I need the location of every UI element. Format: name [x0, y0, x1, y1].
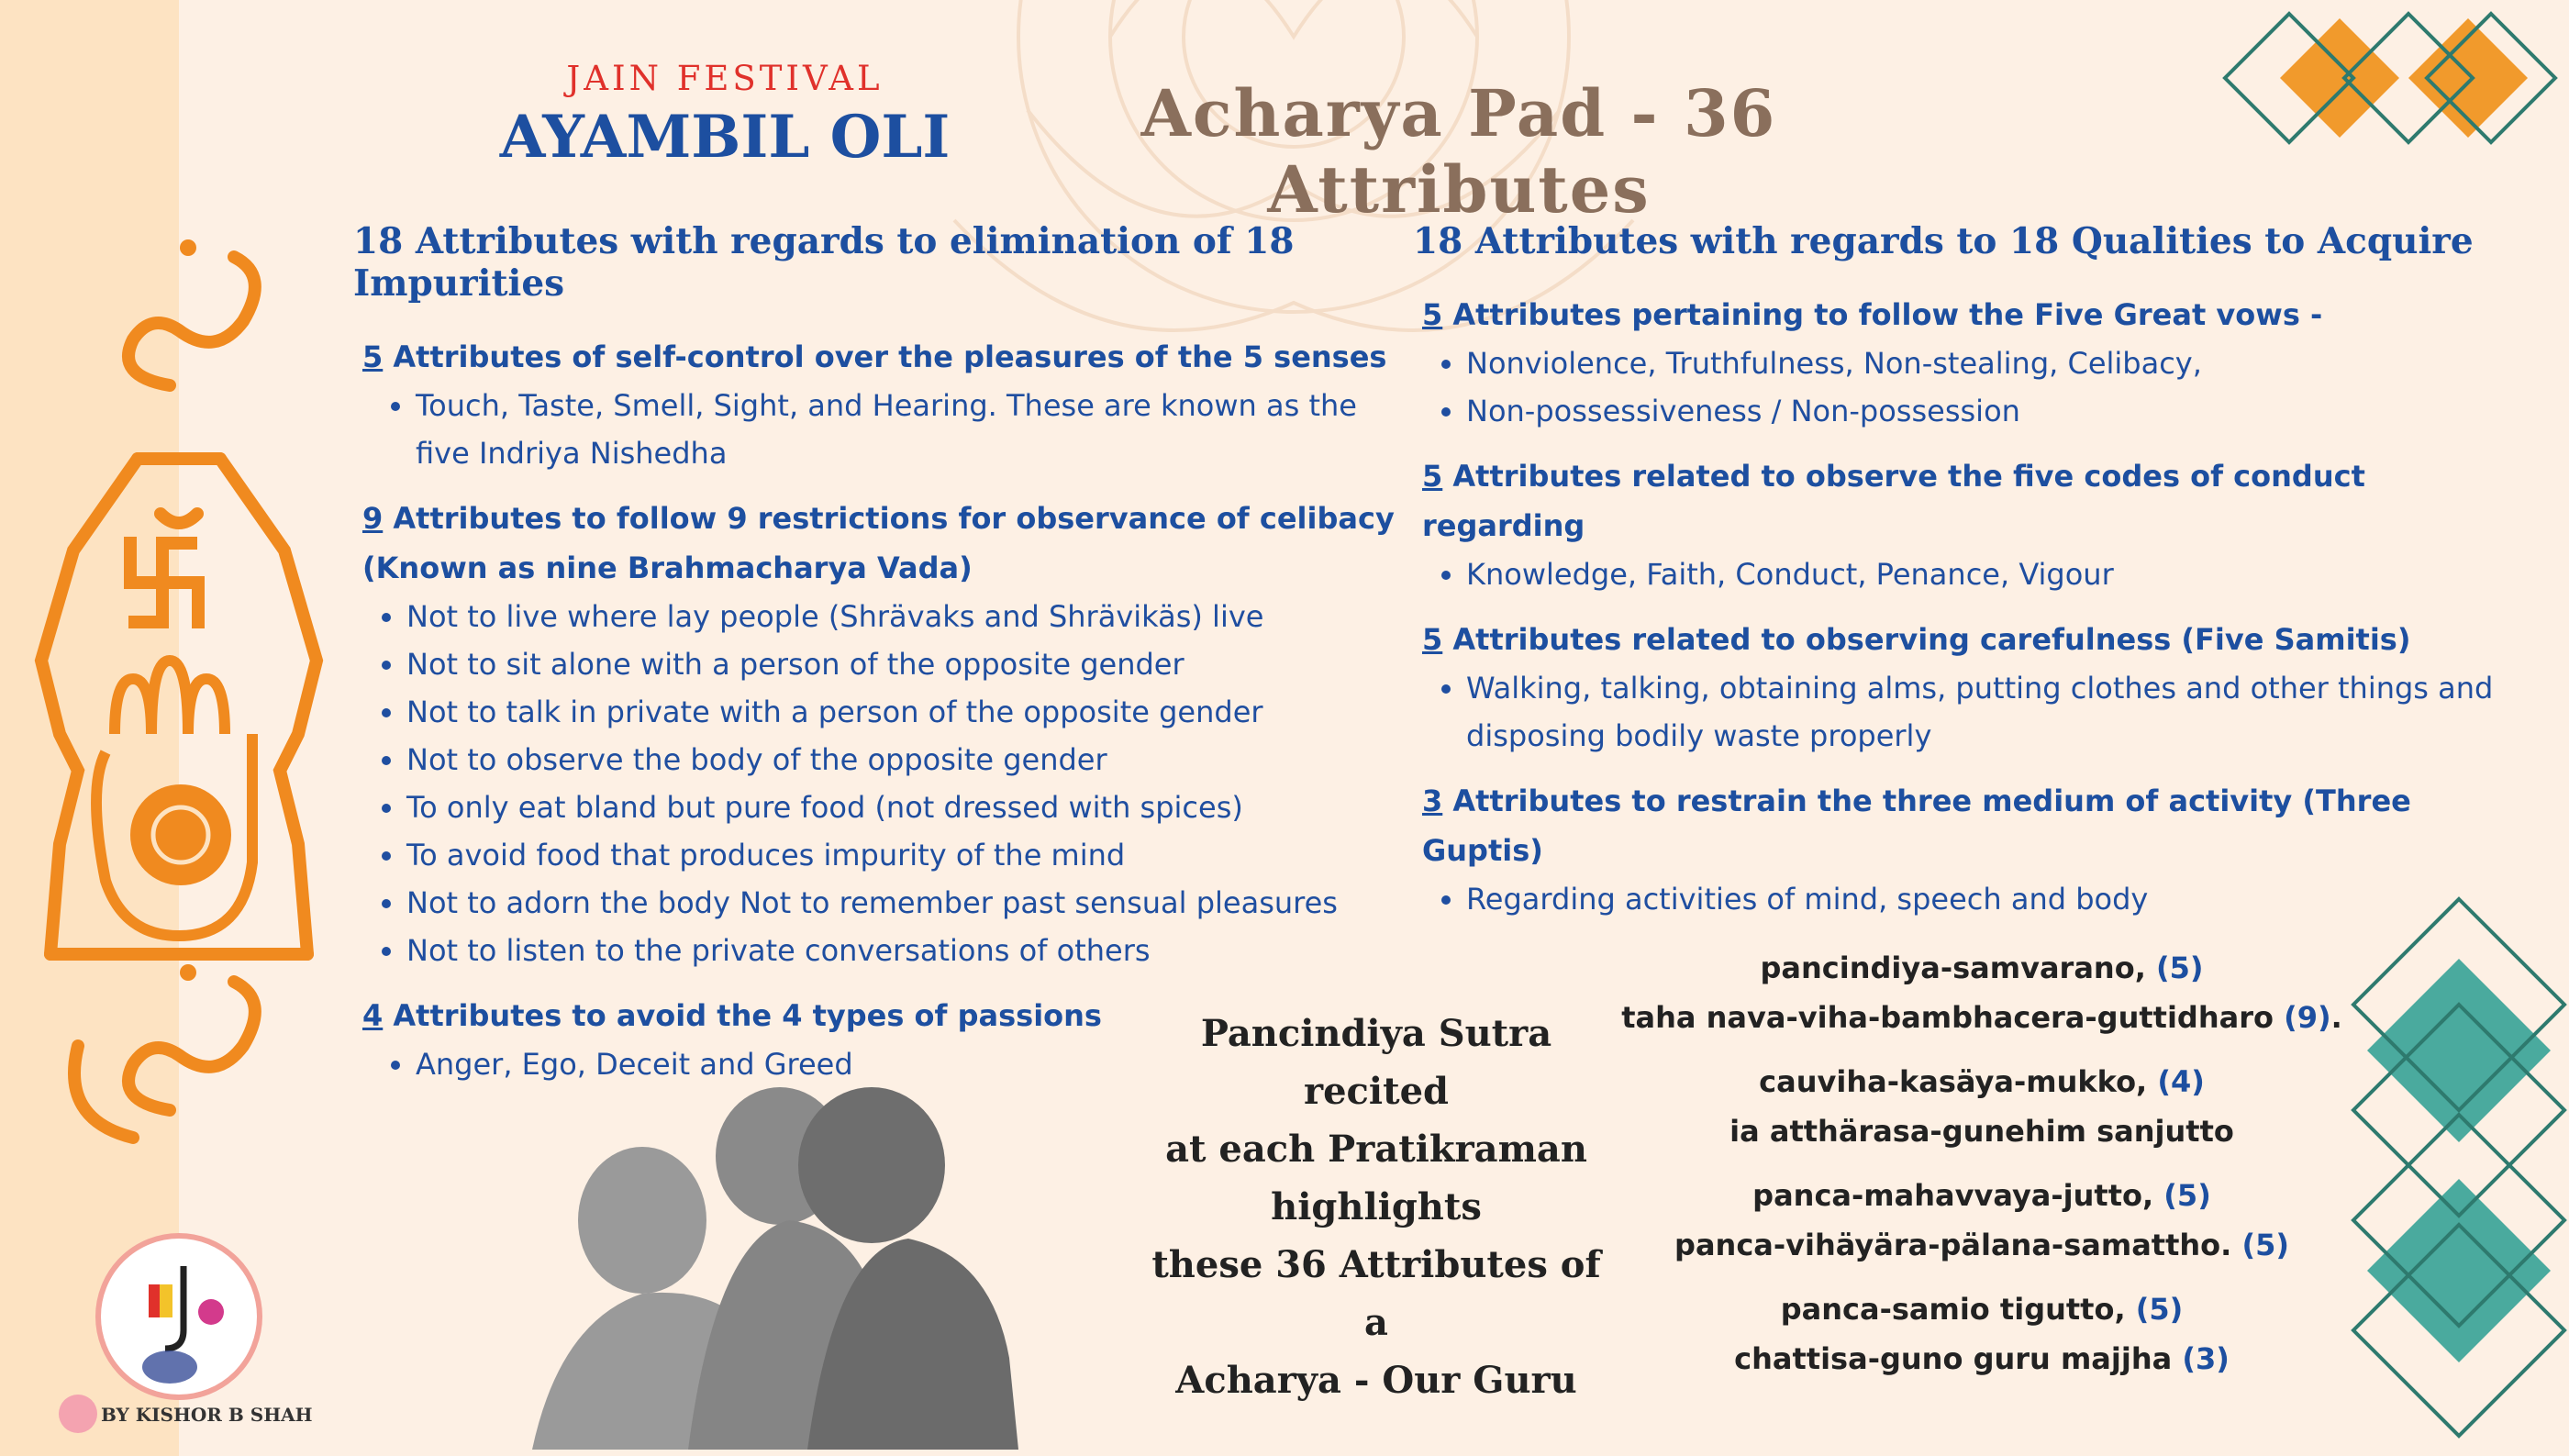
section-number: 3: [1422, 784, 1443, 818]
section-number: 5: [1422, 459, 1443, 494]
sutra-line: panca-mahavvaya-jutto, (5): [1752, 1178, 2211, 1213]
diamond-decoration-icon: [2220, 9, 2560, 156]
left-section-senses: [353, 332, 1408, 477]
list-item: • Regarding activities of mind, speech and body: [1466, 875, 2496, 923]
section-title: Attributes to restrain the three medium of activity (Three Guptis): [1422, 784, 2411, 868]
pancindiya-line: highlights: [1271, 1185, 1482, 1228]
sutra-line: panca-vihäyära-pälana-samattho. (5): [1674, 1228, 2289, 1262]
list-item: • To avoid food that produces impurity of the mind: [406, 831, 1408, 879]
left-column: [353, 220, 1408, 1088]
list-item: • Not to listen to the private conversations of others: [406, 927, 1408, 974]
list-item: • Nonviolence, Truthfulness, Non-stealing, Celibacy,: [1466, 339, 2496, 387]
pancindiya-line: Pancindiya Sutra recited: [1200, 1012, 1552, 1113]
sutra-line: cauviha-kasäya-mukko, (4): [1759, 1064, 2205, 1099]
praying-people-silhouette-icon: [477, 1083, 1028, 1450]
section-number: 5: [1422, 297, 1443, 332]
pancindiya-line: at each Pratikraman: [1165, 1128, 1587, 1171]
jain-emblem-icon: [23, 220, 335, 1174]
right-column-heading: 18 Attributes with regards to 18 Qualities to Acquire: [1413, 220, 2474, 262]
pancindiya-line: these 36 Attributes of a: [1151, 1243, 1601, 1344]
bullet-list: [1422, 550, 2496, 598]
festival-supertitle: JAIN FESTIVAL: [566, 59, 884, 98]
teal-diamond-decoration-icon: [2330, 895, 2569, 1456]
section-title: Attributes pertaining to follow the Five Great vows -: [1452, 297, 2323, 332]
list-item: • Not to adorn the body Not to remember past sensual pleasures: [406, 879, 1408, 927]
right-section-samitis: [1413, 615, 2496, 760]
left-section-celibacy: [353, 494, 1408, 974]
sutra-line: taha nava-viha-bambhacera-guttidharo (9).: [1621, 1000, 2342, 1035]
bullet-list: [353, 593, 1408, 974]
left-column-heading: 18 Attributes with regards to elimination of 18 Impurities: [353, 220, 1295, 305]
section-title: Attributes of self-control over the pleasures of the 5 senses: [393, 339, 1387, 374]
list-item: • Non-possessiveness / Non-possession: [1466, 387, 2496, 435]
list-item: • Not to observe the body of the opposite gender: [406, 736, 1408, 784]
byline: BY KISHOR B SHAH: [101, 1404, 313, 1426]
section-number: 4: [362, 998, 384, 1033]
section-title: Attributes related to observing carefulness (Five Samitis): [1452, 622, 2411, 657]
right-section-conduct: [1413, 451, 2496, 598]
right-column: [1413, 220, 2496, 923]
sutra-line: ia atthärasa-gunehim sanjutto: [1729, 1114, 2234, 1149]
sutra-line: chattisa-guno guru majjha (3): [1734, 1341, 2230, 1376]
pancindiya-note: [1147, 1005, 1606, 1409]
pink-dot-icon: [57, 1393, 99, 1435]
right-section-vows: [1413, 290, 2496, 435]
bullet-list: [1422, 339, 2496, 435]
section-title: Attributes related to observe the five codes of conduct regarding: [1422, 459, 2365, 543]
section-number: 5: [362, 339, 384, 374]
list-item: • Not to live where lay people (Shrävaks and Shrävikäs) live: [406, 593, 1408, 640]
list-item: • Anger, Ego, Deceit and Greed: [416, 1040, 1408, 1088]
list-item: • Walking, talking, obtaining alms, putting clothes and other things and disposing bodily waste properly: [1466, 664, 2496, 760]
bullet-list: [362, 382, 1408, 477]
bullet-list: [1422, 664, 2496, 760]
section-number: 5: [1422, 622, 1443, 657]
list-item: • Touch, Taste, Smell, Sight, and Hearing. These are known as the five Indriya Nishedha: [416, 382, 1408, 477]
list-item: • Not to talk in private with a person of the opposite gender: [406, 688, 1408, 736]
list-item: • Not to sit alone with a person of the opposite gender: [406, 640, 1408, 688]
list-item: • Knowledge, Faith, Conduct, Penance, Vigour: [1466, 550, 2496, 598]
pancindiya-line: Acharya - Our Guru: [1175, 1359, 1577, 1402]
page-title: Acharya Pad - 36 Attributes: [1140, 75, 1777, 228]
right-section-guptis: [1413, 776, 2496, 923]
festival-title: AYAMBIL OLI: [499, 103, 951, 172]
sutra-line: panca-samio tigutto, (5): [1780, 1292, 2184, 1327]
bullet-list: [1422, 875, 2496, 923]
section-title: Attributes to avoid the 4 types of passions: [393, 998, 1102, 1033]
author-logo-icon: [92, 1229, 266, 1404]
section-number: 9: [362, 501, 384, 536]
list-item: • To only eat bland but pure food (not dressed with spices): [406, 784, 1408, 831]
sutra-verses: [1615, 943, 2349, 1384]
sutra-line: pancindiya-samvarano, (5): [1760, 950, 2204, 985]
section-title: Attributes to follow 9 restrictions for observance of celibacy (Known as nine Brahmacharya Vada): [362, 501, 1395, 585]
